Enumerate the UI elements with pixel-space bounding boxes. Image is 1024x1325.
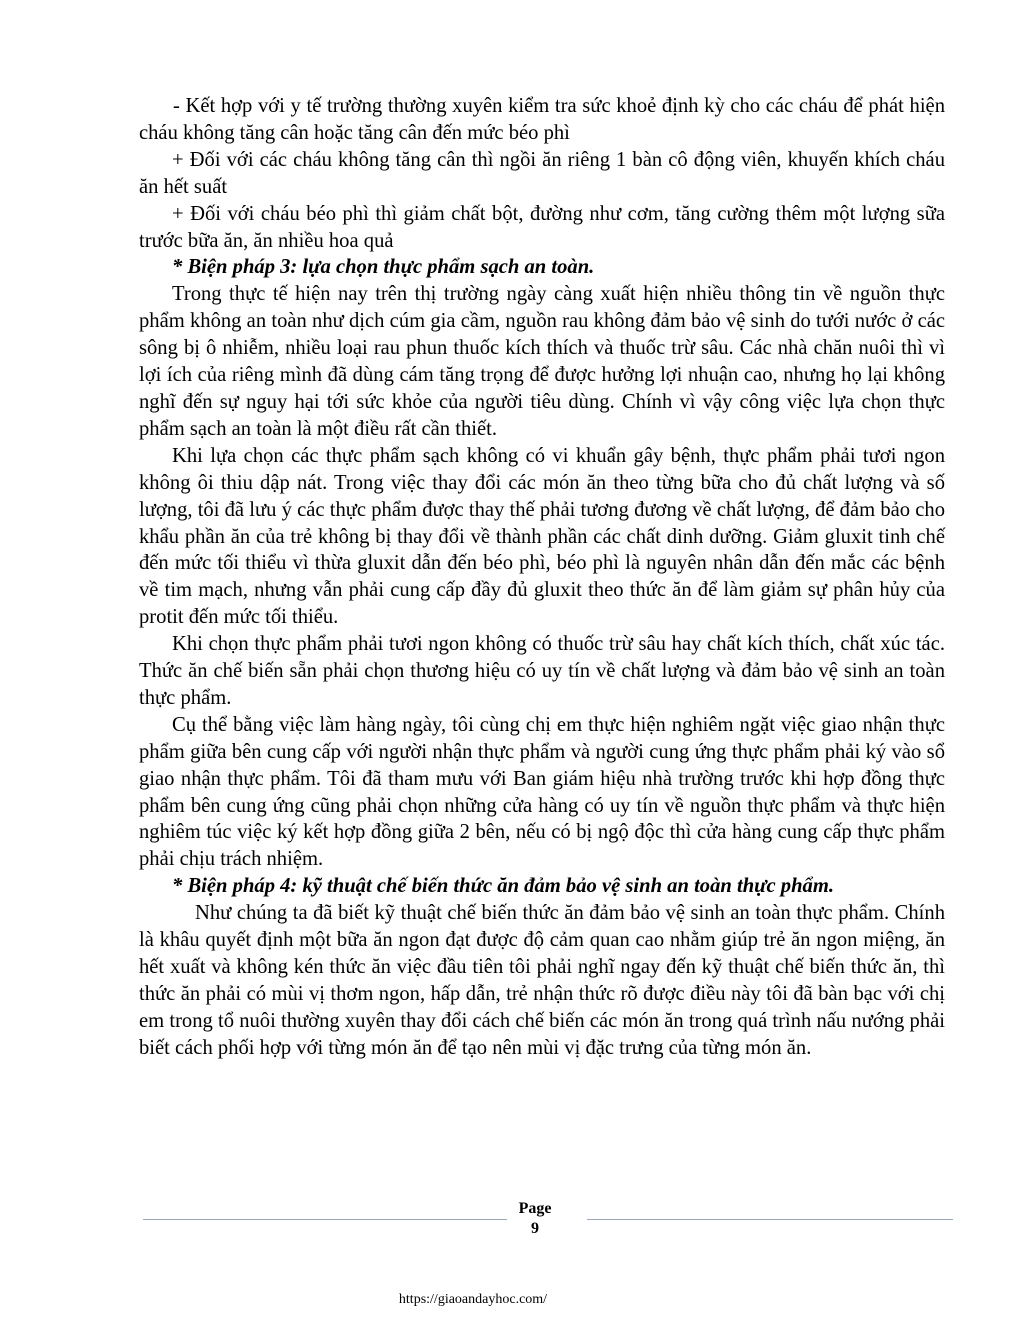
footer-divider-right xyxy=(587,1219,953,1220)
paragraph-fresh-food: Khi chọn thực phẩm phải tươi ngon không có thuốc trừ sâu hay chất kích thích, chất xúc tác. Thức ăn chế biến sẵn phải chọn thương hiệu có uy tín về chất lượng và đảm bảo vệ sinh an toàn thực phẩm. xyxy=(139,633,945,709)
page-number: 9 xyxy=(531,1220,539,1237)
source-url-text: https://giaoandayhoc.com/ xyxy=(398,1292,548,1307)
paragraph-cooking-technique: Như chúng ta đã biết kỹ thuật chế biến thức ăn đảm bảo vệ sinh an toàn thực phẩm. Chính là khâu quyết định một bữa ăn ngon đạt được độ cảm quan cao nhằm giúp trẻ ăn ngon miệng, ăn hết xuất và không kén thức ăn việc đầu tiên tôi phải nghĩ ngay đến kỹ thuật chế biến thức ăn, thì thức ăn phải có mùi vị thơm ngon, hấp dẫn, trẻ nhận thức rõ được điều này tôi đã bàn bạc với chị em trong tổ nuôi thường xuyên thay đổi cách chế biến các món ăn trong quá trình nấu nướng phải biết cách phối hợp với từng món ăn để tạo nên mùi vị đặc trưng của từng món ăn. xyxy=(139,902,945,1059)
paragraph-underweight: + Đối với các cháu không tăng cân thì ngồi ăn riêng 1 bàn cô động viên, khuyến khích cháu ăn hết suất xyxy=(139,148,945,198)
footer-divider-left xyxy=(143,1219,507,1220)
heading-measure-3: * Biện pháp 3: lựa chọn thực phẩm sạch an toàn. xyxy=(172,256,595,279)
paragraph-health-check: - Kết hợp với y tế trường thường xuyên kiểm tra sức khoẻ định kỳ cho các cháu để phát hiện cháu không tăng cân hoặc tăng cân đến mức béo phì xyxy=(139,95,945,144)
page-number-label xyxy=(505,1199,565,1239)
paragraph-obesity: + Đối với cháu béo phì thì giảm chất bột, đường như cơm, tăng cường thêm một lượng sữa trước bữa ăn, ăn nhiều hoa quả xyxy=(139,202,945,252)
heading-measure-4: * Biện pháp 4: kỹ thuật chế biến thức ăn đảm bảo vệ sinh an toàn thực phẩm. xyxy=(172,875,835,898)
document-body xyxy=(139,93,945,1062)
paragraph-supplier-handover: Cụ thể bằng việc làm hàng ngày, tôi cùng chị em thực hiện nghiêm ngặt việc giao nhận thực phẩm giữa bên cung cấp với người nhận thực phẩm và người cung ứng thực phẩm phải ký vào sổ giao nhận thực phẩm. Tôi đã tham mưu với Ban giám hiệu nhà trường trước khi hợp đồng thực phẩm bên cung ứng cũng phải chọn những cửa hàng có uy tín về nguồn thực phẩm và thực hiện nghiêm túc việc ký kết hợp đồng giữa 2 bên, nếu có bị ngộ độc thì cửa hàng cung cấp thực phẩm phải chịu trách nhiệm. xyxy=(139,713,945,871)
page-word: Page xyxy=(518,1200,552,1217)
paragraph-market-context: Trong thực tế hiện nay trên thị trường ngày càng xuất hiện nhiều thông tin về nguồn thực phẩm không an toàn như dịch cúm gia cầm, nguồn rau không đảm bảo vệ sinh do tưới nước ở các sông bị ô nhiễm, nhiều loại rau phun thuốc kích thích và thuốc trừ sâu. Các nhà chăn nuôi thì vì lợi ích của riêng mình đã dùng cám tăng trọng để được hưởng lợi nhuận cao, nhưng họ lại không nghĩ đến sự nguy hại tới sức khỏe của người tiêu dùng. Chính vì vậy công việc lựa chọn thực phẩm sạch an toàn là một điều rất cần thiết. xyxy=(139,283,945,440)
paragraph-food-selection: Khi lựa chọn các thực phẩm sạch không có vi khuẩn gây bệnh, thực phẩm phải tươi ngon không ôi thiu dập nát. Trong việc thay đổi các món ăn theo từng bữa cho đủ chất lượng và số lượng, tôi đã lưu ý các thực phẩm được thay thế phải tương đương về chất lượng, để đảm bảo cho khẩu phần ăn của trẻ không bị thay đổi về thành phần các chất dinh dưỡng. Giảm gluxit tinh chế đến mức tối thiểu vì thừa gluxit dẫn đến béo phì, béo phì là nguyên nhân dẫn đến mắc các bệnh về tim mạch, nhưng vẫn phải cung cấp đầy đủ gluxit theo thức ăn để làm giảm sự phân hủy của protit đến mức tối thiểu. xyxy=(139,444,945,629)
